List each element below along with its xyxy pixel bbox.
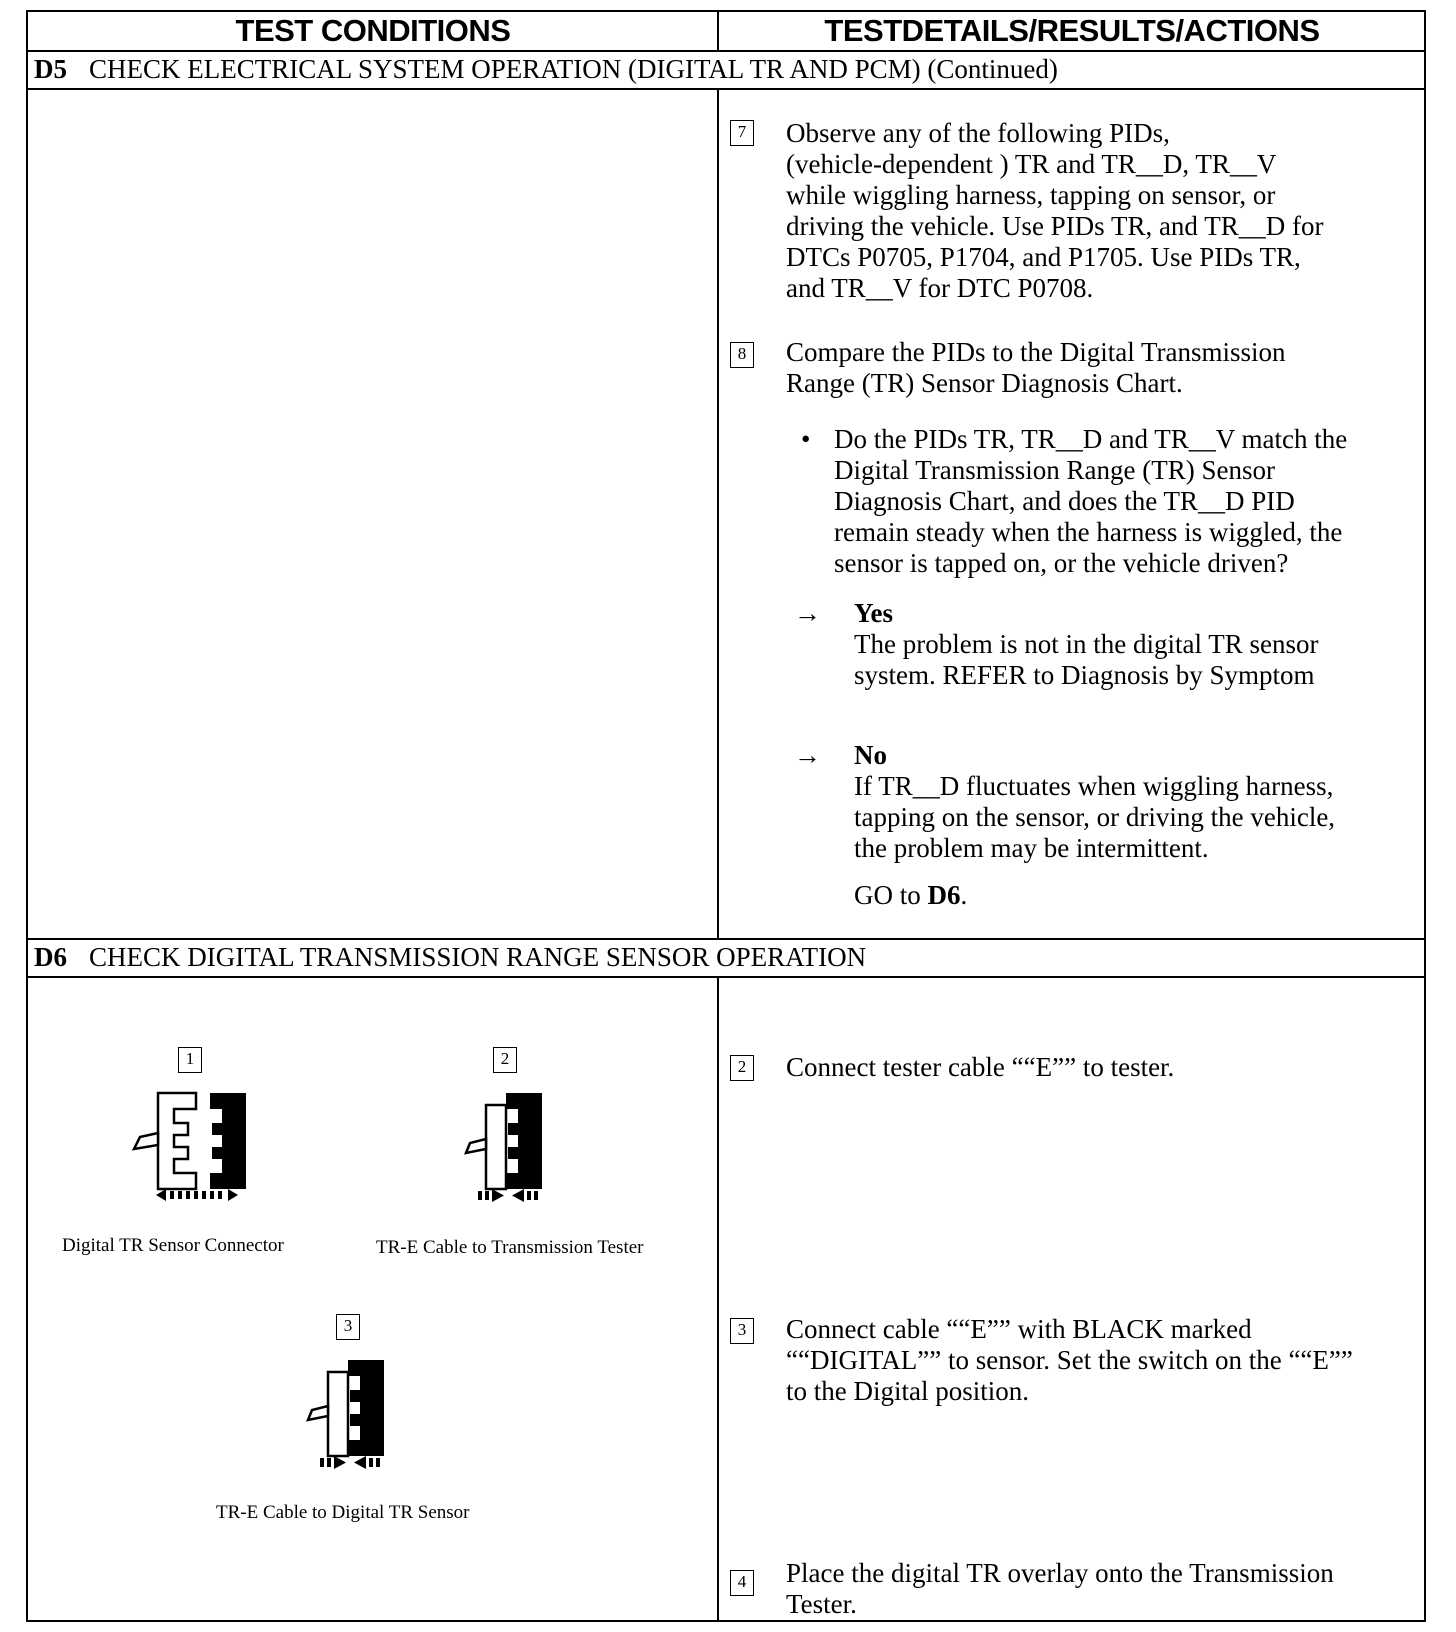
divider: [28, 88, 1424, 90]
step-7-text: [786, 118, 1416, 304]
text-line: Range (TR) Sensor Diagnosis Chart.: [786, 368, 1183, 398]
figure-number-3: 3: [336, 1314, 360, 1340]
divider: [28, 976, 1424, 978]
goto-suffix: .: [960, 880, 968, 910]
yes-label: Yes: [854, 598, 893, 628]
figure-number-2: 2: [493, 1047, 517, 1073]
text-line: ““DIGITAL”” to sensor. Set the switch on the ““E””: [786, 1345, 1353, 1375]
text-line: Tester.: [786, 1589, 857, 1619]
text-line: and TR__V for DTC P0708.: [786, 273, 1094, 303]
arrow-right-icon: →: [794, 598, 821, 628]
step-number-2: 2: [730, 1055, 754, 1081]
text-line: Place the digital TR overlay onto the Transmission: [786, 1558, 1334, 1588]
connector-joined-icon: [302, 1354, 412, 1474]
text-line: DTCs P0705, P1704, and P1705. Use PIDs TR,: [786, 242, 1301, 272]
section-title: CHECK DIGITAL TRANSMISSION RANGE SENSOR OPERATION: [89, 942, 867, 972]
header-test-details: TESTDETAILS/RESULTS/ACTIONS: [824, 13, 1320, 48]
header-test-conditions: TEST CONDITIONS: [235, 13, 511, 48]
step-3-text: [786, 1314, 1426, 1407]
section-title: CHECK ELECTRICAL SYSTEM OPERATION (DIGITAL TR AND PCM) (Continued): [89, 54, 1058, 84]
step-number-4: 4: [730, 1570, 754, 1596]
goto-instruction: [854, 880, 1254, 911]
text-line: Do the PIDs TR, TR__D and TR__V match the: [834, 424, 1348, 454]
figure-caption-2: TR-E Cable to Transmission Tester: [376, 1237, 644, 1258]
goto-prefix: GO to: [854, 880, 928, 910]
text-line: while wiggling harness, tapping on sensor, or: [786, 180, 1276, 210]
text-line: (vehicle-dependent ) TR and TR__D, TR__V: [786, 149, 1277, 179]
step-number-3: 3: [730, 1318, 754, 1344]
column-divider: [717, 88, 719, 938]
text-line: Digital Transmission Range (TR) Sensor: [834, 455, 1276, 485]
text-line: sensor is tapped on, or the vehicle driven?: [834, 548, 1289, 578]
yes-result: [854, 598, 1424, 691]
step-number-7: 7: [730, 120, 754, 146]
section-d5-title: [34, 50, 1058, 88]
text-line: remain steady when the harness is wiggled, the: [834, 517, 1343, 547]
text-line: Connect cable ““E”” with BLACK marked: [786, 1314, 1252, 1344]
diagnosis-question: [834, 424, 1424, 579]
text-line: driving the vehicle. Use PIDs TR, and TR__D for: [786, 211, 1324, 241]
figure-caption-1: Digital TR Sensor Connector: [62, 1235, 284, 1256]
bullet-icon: •: [801, 424, 811, 454]
figure-number-1: 1: [178, 1047, 202, 1073]
connector-separated-icon: [122, 1087, 272, 1207]
step-2-text: [786, 1052, 1416, 1083]
text-line: to the Digital position.: [786, 1376, 1029, 1406]
section-code: D6: [34, 942, 67, 972]
text-line: the problem may be intermittent.: [854, 833, 1209, 863]
goto-target: D6: [927, 880, 961, 910]
column-divider: [717, 976, 719, 1622]
step-number-8: 8: [730, 342, 754, 368]
figure-caption-3: TR-E Cable to Digital TR Sensor: [216, 1502, 470, 1523]
text-line: If TR__D fluctuates when wiggling harness,: [854, 771, 1334, 801]
text-line: Connect tester cable ““E”” to tester.: [786, 1052, 1175, 1082]
step-4-text: [786, 1558, 1426, 1620]
diagnostic-table: [26, 10, 1426, 1622]
text-line: The problem is not in the digital TR sensor: [854, 629, 1319, 659]
section-d6-title: [34, 938, 866, 976]
text-line: Observe any of the following PIDs,: [786, 118, 1170, 148]
text-line: tapping on the sensor, or driving the vehicle,: [854, 802, 1336, 832]
no-result: [854, 740, 1424, 864]
arrow-right-icon: →: [794, 740, 821, 770]
connector-joined-icon: [460, 1087, 570, 1207]
no-label: No: [854, 740, 887, 770]
section-code: D5: [34, 54, 67, 84]
text-line: system. REFER to Diagnosis by Symptom: [854, 660, 1315, 690]
step-8-text: [786, 337, 1416, 399]
text-line: Compare the PIDs to the Digital Transmission: [786, 337, 1286, 367]
column-divider: [717, 12, 719, 50]
text-line: Diagnosis Chart, and does the TR__D PID: [834, 486, 1295, 516]
